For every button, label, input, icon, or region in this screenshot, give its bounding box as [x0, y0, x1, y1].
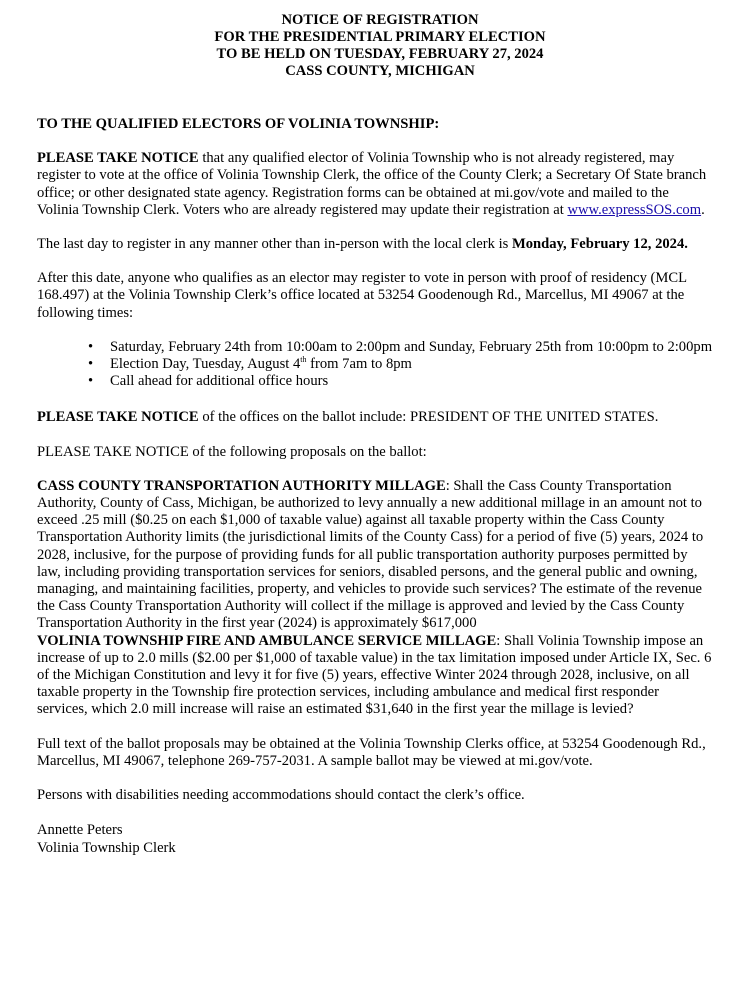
list-item-text: Saturday, February 24th from 10:00am to 2:00pm and Sunday, February 25th from 10:00pm to 2:00pm — [110, 338, 713, 355]
proposal-title: VOLINIA TOWNSHIP FIRE AND AMBULANCE SERVICE MILLAGE — [37, 632, 497, 649]
full-text-paragraph: Full text of the ballot proposals may be obtained at the Volinia Township Clerks office, at 53254 Goodenough Rd., Marcellus, MI 49067, telephone 269-757-2031. A sample ballot may be viewed at mi.gov/vote. — [37, 735, 706, 769]
proposal-text: : Shall Volinia Township impose an increase of up to 2.0 mills ($2.00 per $1,000 of taxable value) in the tax limitation imposed under Article IX, Sec. 6 of the Michigan Constitution and levy it for five (5) years, effective Winter 2024 through 2028, inclusive, on all taxable property in the Township fire protection services, including ambulance and medical first responder services, which 2.0 mill increase will raise an estimated $31,640 in the first year the millage is levied? — [37, 632, 712, 718]
proposal-transportation — [37, 478, 713, 633]
list-item-text: Call ahead for additional office hours — [110, 373, 329, 390]
registration-notice-trailing: . — [701, 201, 705, 218]
heading-line-4: CASS COUNTY, MICHIGAN — [285, 63, 475, 79]
bullet-icon: • — [88, 356, 94, 373]
signature-name: Annette Peters — [37, 822, 123, 839]
after-date-paragraph: After this date, anyone who qualifies as an elector may register to vote in person with proof of residency (MCL 168.497) at the Volinia Township Clerk’s office located at 53254 Goodenough Rd., Marcellus, MI 49067 at the following times: — [37, 270, 687, 321]
list-item-text: Election Day, Tuesday, August 4 — [110, 356, 301, 373]
bullet-icon: • — [88, 338, 94, 355]
proposals-notice-paragraph: PLEASE TAKE NOTICE of the following proposals on the ballot: — [37, 443, 427, 460]
offices-notice-paragraph — [37, 409, 713, 426]
notice-heading — [37, 12, 713, 80]
offices-notice-lead: PLEASE TAKE NOTICE — [37, 409, 199, 426]
accommodations-paragraph: Persons with disabilities needing accommodations should contact the clerk’s office. — [37, 787, 525, 804]
heading-line-3: TO BE HELD ON TUESDAY, FEBRUARY 27, 2024 — [216, 46, 544, 62]
list-item-text-after: from 7am to 8pm — [306, 356, 412, 373]
bullet-icon: • — [88, 373, 94, 390]
heading-line-1: NOTICE OF REGISTRATION — [281, 12, 479, 28]
last-day-date: Monday, February 12, 2024. — [511, 236, 688, 253]
proposal-title: CASS COUNTY TRANSPORTATION AUTHORITY MILLAGE — [37, 477, 446, 494]
registration-notice-paragraph — [37, 150, 713, 219]
expresssos-link[interactable]: www.expressSOS.com — [567, 201, 702, 218]
registration-times-list — [37, 339, 713, 391]
list-item — [88, 338, 713, 356]
last-day-paragraph — [37, 236, 713, 253]
heading-line-2: FOR THE PRESIDENTIAL PRIMARY ELECTION — [214, 29, 546, 45]
ordinal-suffix: th — [300, 355, 307, 365]
proposal-text: : Shall the Cass County Transportation Authority, County of Cass, Michigan, be authorized to levy annually a new additional millage in an amount not to exceed .25 mill ($0.25 on each $1,000 of taxable value) against all taxable property within the Cass County Transportation Authority limits (the jurisdictional limits of the County Cass) for a period of five (5) years, 2024 to 2028, inclusive, for the purpose of providing funds for all public transportation authority purposes permitted by law, including providing transportation services for seniors, disabled persons, and the general public and owning, managing, and maintaining facilities, property, and vehicles to provide such services? The estimate of the revenue the Cass County Transportation Authority will collect if the millage is approved and levied by the Cass County Transportation Authority in the first year (2024) is approximately $617,000 — [37, 477, 704, 632]
signature-block — [37, 822, 713, 856]
signature-title: Volinia Township Clerk — [37, 839, 176, 856]
registration-notice-lead: PLEASE TAKE NOTICE — [37, 150, 199, 167]
list-item — [88, 355, 713, 373]
last-day-text: The last day to register in any manner other than in-person with the local clerk is — [37, 236, 512, 253]
registration-notice-text: that any qualified elector of Volinia Township who is not already registered, may register to vote at the office of Volinia Township Clerk, the office of the County Clerk; a Secretary Of State branch office; or other designated state agency. Registration forms can be obtained at mi.gov/vote and mailed to the Volinia Township Clerk. Voters who are already registered may update their registration at — [37, 150, 707, 218]
proposal-fire-ambulance — [37, 633, 713, 719]
list-item — [88, 373, 713, 390]
addressee: TO THE QUALIFIED ELECTORS OF VOLINIA TOWNSHIP: — [37, 116, 440, 132]
offices-notice-text: of the offices on the ballot include: PRESIDENT OF THE UNITED STATES. — [198, 409, 659, 426]
